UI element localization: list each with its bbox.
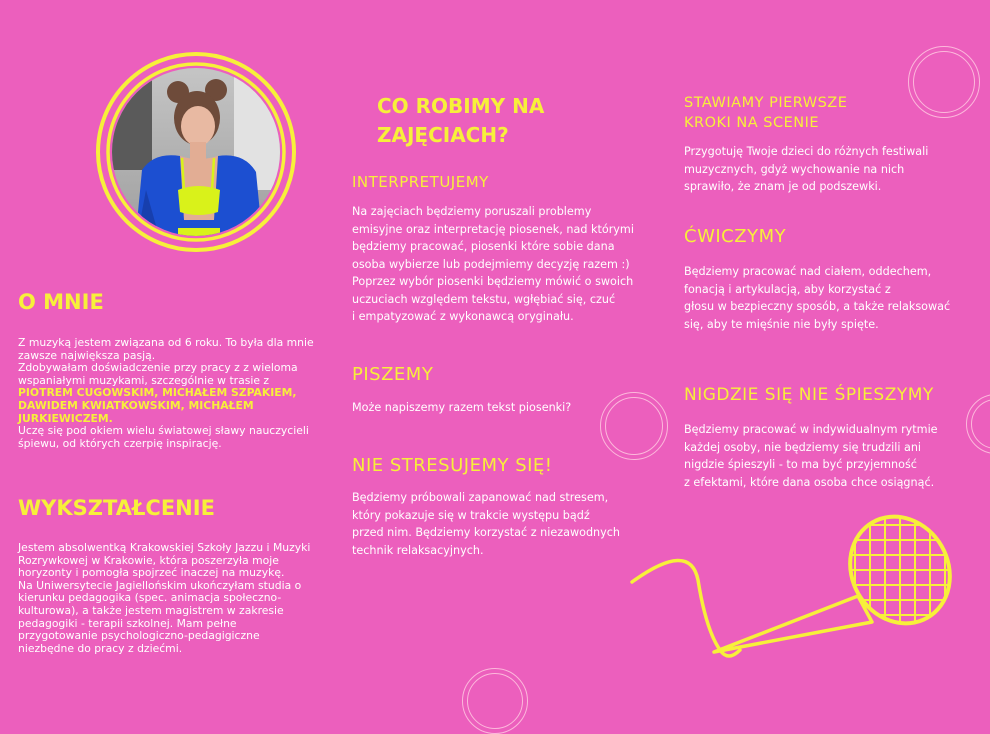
nigdzie-heading: NIGDZIE SIĘ NIE ŚPIESZYMY: [684, 385, 934, 405]
o-mnie-line1: Z muzyką jestem związana od 6 roku. To była dla mnie zawsze największa pasją.: [18, 336, 314, 362]
portrait-frame: [94, 50, 298, 254]
wyksztalcenie-heading: WYKSZTAŁCENIE: [18, 496, 215, 520]
piszemy-heading: PISZEMY: [352, 364, 434, 385]
stawiamy-heading-line1: STAWIAMY PIERWSZE: [684, 95, 848, 111]
stawiamy-text: Przygotuję Twoje dzieci do różnych festiwali muzycznych, gdyż wychowanie na nich sprawiło, że znam je od podszewki.: [684, 145, 929, 193]
wyksztalcenie-p1: Jestem absolwentką Krakowskiej Szkoły Jazzu i Muzyki Rozrywkowej w Krakowie, która poszerzyła moje horyzonty i pomogła spojrzeć inaczej na muzykę.: [18, 541, 311, 580]
stawiamy-heading-line2: KROKI NA SCENIE: [684, 115, 820, 131]
portrait-photo: [94, 50, 298, 254]
o-mnie-artist-names: PIOTREM CUGOWSKIM, MICHAŁEM SZPAKIEM, DAWIDEM KWIATKOWSKIM, MICHAŁEM JURKIEWICZEM.: [18, 386, 297, 425]
nigdzie-text: Będziemy pracować w indywidualnym rytmie każdej osoby, nie będziemy się trudzili ani nigdzie śpieszyli - to ma być przyjemność z efektami, które dana osoba chce osiągnąć.: [684, 423, 938, 489]
microphone-icon: [610, 500, 990, 690]
cwiczymy-text: Będziemy pracować nad ciałem, oddechem, fonacją i artykulacją, aby korzystać z głosu w bezpieczny sposób, a także relaksować się, aby te mięśnie nie były spięte.: [684, 265, 951, 331]
nie-stresujemy-heading: NIE STRESUJEMY SIĘ!: [352, 455, 553, 476]
co-robimy-heading: CO ROBIMY NA ZAJĘCIACH?: [377, 94, 545, 147]
o-mnie-line3: Uczę się pod okiem wielu światowej sławy nauczycieli śpiewu, od których czerpię inspirację.: [18, 424, 309, 450]
nie-stresujemy-text: Będziemy próbowali zapanować nad stresem, który pokazuje się w trakcie występu bądź przed nim. Będziemy korzystać z niezawodnych technik relaksacyjnych.: [352, 491, 621, 557]
wyksztalcenie-text: [18, 542, 318, 655]
piszemy-text: Może napiszemy razem tekst piosenki?: [352, 401, 572, 414]
o-mnie-text: [18, 337, 318, 450]
interpretujemy-heading: INTERPRETUJEMY: [352, 173, 489, 191]
wyksztalcenie-p2: Na Uniwersytecie Jagiellońskim ukończyłam studia o kierunku pedagogika (spec. animacja społeczno-kulturowa), a także jestem magistrem w zakresie pedagogiki - terapii szkolnej. Mam pełne przygotowanie psychologiczno-pedagigiczne niezbędne do pracy z dziećmi.: [18, 578, 302, 655]
stawiamy-heading: [684, 93, 847, 133]
o-mnie-heading: O MNIE: [18, 290, 104, 314]
decorative-ring-top-right: [908, 46, 980, 118]
cwiczymy-heading: ĆWICZYMY: [684, 226, 787, 247]
o-mnie-line2: Zdobywałam doświadczenie przy pracy z z wieloma wspaniałymi muzykami, szczególnie w trasie z: [18, 361, 298, 387]
interpretujemy-text: Na zajęciach będziemy poruszali problemy emisyjne oraz interpretację piosenek, nad którymi będziemy pracować, piosenki które sobie dana osoba wybierze lub podejmiemy decyzję razem :) Poprzez wybór piosenki będziemy mówić o swoich uczuciach względem tekstu, wgłębiać się, czuć i empatyzować z wykonawcą oryginału.: [352, 205, 634, 323]
decorative-ring-bottom: [462, 668, 528, 734]
